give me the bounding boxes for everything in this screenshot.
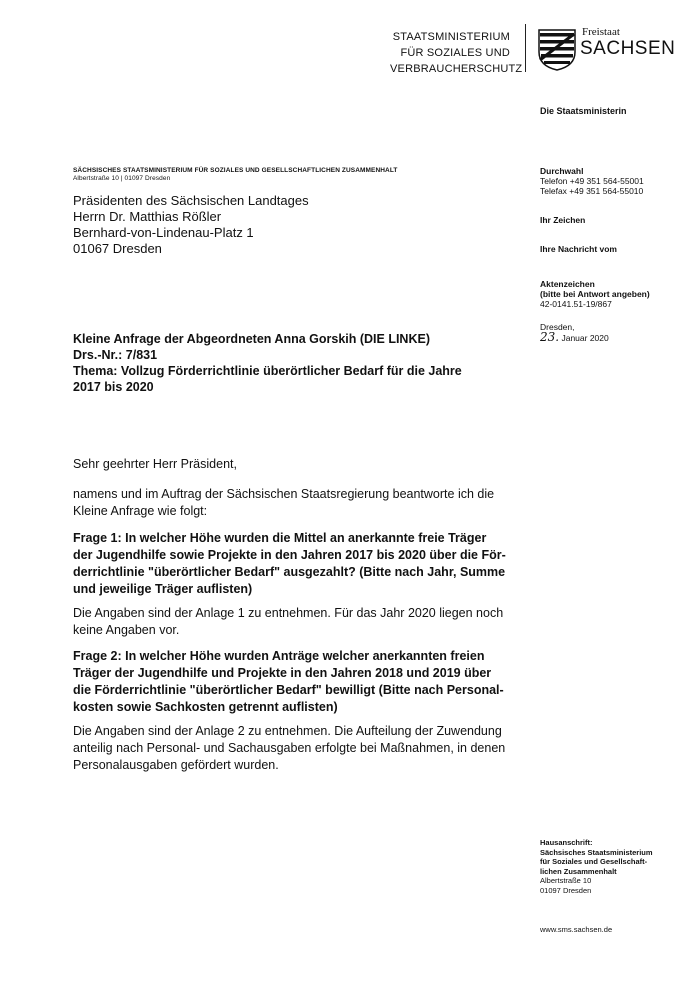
subject-block: [73, 331, 513, 395]
recipient-line-1: Präsidenten des Sächsischen Landtages: [73, 193, 309, 208]
state-name: SACHSEN: [580, 38, 676, 59]
fax-number: Telefax +49 351 564-55010: [540, 186, 644, 196]
question-1-line-3: derrichtlinie "überörtlicher Bedarf" ausgezahlt? (Bitte nach Jahr, Summe: [73, 565, 506, 579]
question-2-line-3: die Förderrichtlinie "überörtlicher Bedarf" bewilligt (Bitte nach Personal-: [73, 683, 504, 697]
question-1: [73, 530, 523, 598]
answer-1-line-1: Die Angaben sind der Anlage 1 zu entnehmen. Für das Jahr 2020 liegen noch: [73, 606, 504, 620]
answer-2: [73, 723, 523, 774]
ministry-name-line-3: VERBRAUCHERSCHUTZ: [390, 63, 523, 75]
postal-address-line-3: lichen Zusammenhalt: [540, 866, 617, 876]
answer-2-line-1: Die Angaben sind der Anlage 2 zu entnehmen. Die Aufteilung der Zuwendung: [73, 724, 502, 738]
answer-1: [73, 605, 523, 639]
ihre-nachricht-label: Ihre Nachricht vom: [540, 244, 617, 254]
aktenzeichen-hint: (bitte bei Antwort angeben): [540, 289, 650, 299]
sender-line: SÄCHSISCHES STAATSMINISTERIUM FÜR SOZIALES UND GESELLSCHAFTLICHEN ZUSAMMENHALT: [73, 167, 398, 174]
recipient-line-3: Bernhard-von-Lindenau-Platz 1: [73, 225, 254, 240]
intro-line-2: Kleine Anfrage wie folgt:: [73, 504, 208, 518]
question-2-line-2: Träger der Jugendhilfe und Projekte in den Jahren 2018 und 2019 über: [73, 666, 492, 680]
question-1-line-2: der Jugendhilfe sowie Projekte in den Jahren 2017 bis 2020 über die För-: [73, 548, 506, 562]
subject-line-3: Thema: Vollzug Förderrichtlinie überörtlicher Bedarf für die Jahre: [73, 364, 462, 378]
question-2-line-1: Frage 2: In welcher Höhe wurden Anträge welcher anerkannten freien: [73, 649, 485, 663]
ministry-name: [390, 29, 523, 77]
question-1-line-1: Frage 1: In welcher Höhe wurden die Mittel an anerkannte freie Träger: [73, 531, 487, 545]
postal-address-line-2: für Soziales und Gesellschaft-: [540, 857, 648, 866]
ministry-name-line-1: STAATSMINISTERIUM: [392, 31, 510, 43]
date-block: [540, 322, 690, 343]
handwritten-day: 23.: [540, 330, 560, 344]
question-1-line-4: und jeweilige Träger auflisten): [73, 582, 253, 596]
postal-address: [540, 838, 690, 895]
ministry-name-line-2: FÜR SOZIALES UND: [400, 47, 510, 59]
answer-1-line-2: keine Angaben vor.: [73, 623, 180, 637]
postal-address-city: 01097 Dresden: [540, 885, 592, 895]
header-divider: [525, 24, 526, 72]
saxony-crest-icon: [537, 28, 577, 72]
date: [540, 332, 690, 343]
signatory-title: Die Staatsministerin: [540, 106, 627, 116]
durchwahl-label: Durchwahl: [540, 166, 584, 176]
postal-address-street: Albertstraße 10: [540, 876, 592, 885]
answer-2-line-2: anteilig nach Personal- und Sachausgaben erfolgte bei Maßnahmen, in denen: [73, 741, 506, 755]
aktenzeichen-label: Aktenzeichen: [540, 279, 595, 289]
subject-line-4: 2017 bis 2020: [73, 380, 154, 394]
subject-line-1: Kleine Anfrage der Abgeordneten Anna Gorskih (DIE LINKE): [73, 332, 430, 346]
recipient-line-4: 01067 Dresden: [73, 241, 162, 256]
postal-address-line-1: Sächsisches Staatsministerium: [540, 847, 653, 857]
phone-number: Telefon +49 351 564-55001: [540, 176, 644, 186]
intro-line-1: namens und im Auftrag der Sächsischen Staatsregierung beantworte ich die: [73, 487, 495, 501]
salutation: Sehr geehrter Herr Präsident,: [73, 457, 237, 471]
subject-line-2: Drs.-Nr.: 7/831: [73, 348, 158, 362]
place: Dresden,: [540, 322, 575, 332]
aktenzeichen-block: [540, 279, 690, 309]
ihr-zeichen-label: Ihr Zeichen: [540, 215, 586, 225]
aktenzeichen-value: 42-0141.51-19/867: [540, 299, 612, 309]
question-2-line-4: kosten sowie Sachkosten getrennt auflisten): [73, 700, 338, 714]
contact-block: [540, 166, 690, 196]
answer-2-line-3: Personalausgaben gefördert wurden.: [73, 758, 279, 772]
recipient-line-2: Herrn Dr. Matthias Rößler: [73, 209, 222, 224]
recipient-address: [73, 193, 309, 257]
state-name-small: Freistaat: [582, 26, 620, 38]
website: www.sms.sachsen.de: [540, 925, 613, 934]
date-month-year: Januar 2020: [561, 333, 609, 343]
question-2: [73, 648, 523, 716]
postal-address-label: Hausanschrift:: [540, 838, 593, 847]
intro-paragraph: [73, 486, 523, 520]
sender-address: Albertstraße 10 | 01097 Dresden: [73, 175, 171, 182]
